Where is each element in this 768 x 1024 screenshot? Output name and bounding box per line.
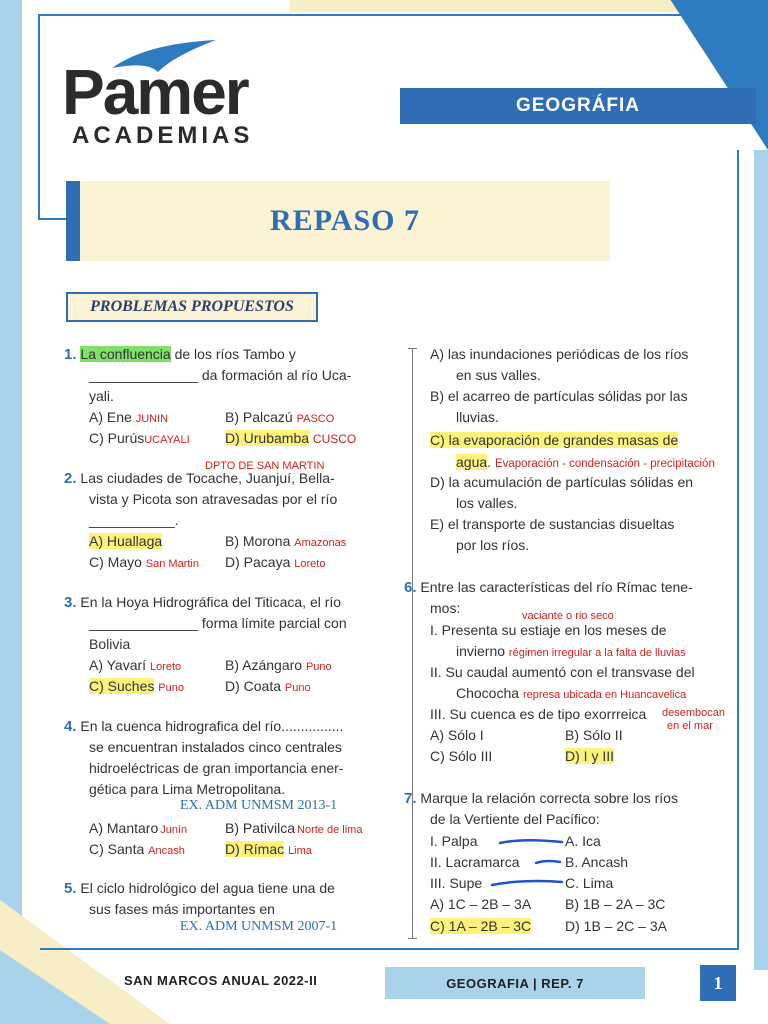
- option-label: C) Mayo: [89, 554, 142, 570]
- left-decor-strip: [0, 0, 22, 1024]
- question-number: 2.: [64, 470, 77, 487]
- option-a: A) 1C – 2B – 3A: [430, 896, 532, 912]
- handwritten-note: desembocan: [662, 707, 725, 719]
- handwritten-note: Loreto: [149, 661, 182, 673]
- handwritten-note: JUNIN: [135, 413, 169, 425]
- match-line: [492, 881, 562, 885]
- column-divider: [412, 348, 413, 938]
- option-b: B) 1B – 2A – 3C: [565, 896, 666, 912]
- frame-left-hook: [38, 218, 66, 220]
- option-label: A) Yavarí: [89, 657, 147, 673]
- frame-bottom-line: [40, 948, 739, 950]
- question-text: El ciclo hidrológico del agua tiene una de: [80, 880, 335, 896]
- handwritten-note: régimen irregular a la falta de lluvias: [508, 647, 686, 659]
- question-text: vista y Picota son atravesadas por el río: [89, 491, 338, 507]
- question-number: 6.: [404, 579, 417, 596]
- question-3: [64, 592, 341, 613]
- option-label: A) Huallaga: [89, 533, 163, 549]
- handwritten-note: Junín: [160, 824, 188, 836]
- option-e-cont: por los ríos.: [456, 537, 530, 553]
- option-c: [430, 916, 531, 937]
- option-c: [89, 676, 184, 699]
- exam-source: EX. ADM UNMSM 2007-1: [180, 919, 338, 934]
- handwritten-note: Lima: [288, 845, 312, 857]
- option-label: D) I y III: [565, 748, 614, 764]
- handwritten-note: Puno: [284, 682, 311, 694]
- option-label: C) Purús: [89, 430, 145, 446]
- option-label: A) Ene: [89, 409, 132, 425]
- question-number: 4.: [64, 718, 77, 735]
- match-right-2: B. Ancash: [565, 854, 629, 870]
- option-e: E) el transporte de sustancias disueltas: [430, 516, 675, 532]
- handwritten-note: represa ubicada en Huancavelica: [522, 689, 687, 701]
- option-c: [89, 552, 199, 575]
- match-left-2: II. Lacramarca: [430, 854, 520, 870]
- match-line: [500, 840, 562, 843]
- option-label: D) Pacaya: [225, 554, 291, 570]
- question-2: [64, 468, 335, 489]
- option-d: D) 1B – 2C – 3A: [565, 918, 667, 934]
- question-text: ______________ forma límite parcial con: [89, 615, 347, 631]
- option-a: A) Sólo I: [430, 727, 484, 743]
- option-c-cont: agua. Evaporación - condensación - precipitación: [456, 454, 715, 470]
- match-left-1: I. Palpa: [430, 833, 478, 849]
- option-label: C) 1A – 2B – 3C: [430, 918, 532, 934]
- option-label: B) Pativilca: [225, 820, 296, 836]
- option-label: agua: [456, 454, 488, 470]
- option-label: B) Azángaro: [225, 657, 303, 673]
- option-c: [89, 428, 190, 451]
- question-text: ______________ da formación al río Uca-: [89, 367, 352, 383]
- handwritten-note: Loreto: [294, 558, 326, 570]
- question-5: [64, 878, 335, 899]
- question-text: hidroeléctricas de gran importancia ener-: [89, 760, 344, 776]
- option-label: C) Santa: [89, 841, 145, 857]
- title-box: [80, 181, 610, 261]
- handwritten-match-lines: [490, 836, 570, 888]
- subject-banner: GEOGRÁFIA: [400, 88, 756, 124]
- option-label: D) Urubamba: [225, 430, 310, 446]
- option-d: D) la acumulación de partículas sólidas en: [430, 474, 694, 490]
- option-c: [89, 839, 185, 862]
- question-text: ___________.: [89, 512, 179, 528]
- match-right-1: A. Ica: [565, 833, 601, 849]
- frame-right-line: [737, 150, 739, 950]
- question-1: [64, 344, 296, 365]
- handwritten-note: PASCO: [296, 413, 335, 425]
- handwritten-note: DPTO DE SAN MARTIN: [205, 460, 325, 472]
- logo-subtitle: ACADEMIAS: [72, 122, 254, 149]
- statement-text: Chococha: [456, 685, 520, 701]
- page-number: 1: [700, 965, 736, 1001]
- option-d: [225, 839, 312, 862]
- question-text: mos:: [430, 600, 461, 616]
- highlighted-text: La confluencia: [80, 346, 171, 362]
- handwritten-note: vaciante o rio seco: [522, 610, 614, 622]
- question-number: 7.: [404, 790, 417, 807]
- option-b: B) el acarreo de partículas sólidas por las: [430, 388, 688, 404]
- frame-left-line: [38, 14, 40, 220]
- option-b: B) Sólo II: [565, 727, 623, 743]
- question-text: Entre las características del río Rímac tene-: [420, 579, 693, 595]
- option-d: [225, 676, 311, 699]
- logo-wordmark: Pamer: [62, 56, 248, 128]
- corner-decor: [638, 0, 768, 150]
- question-text: Marque la relación correcta sobre los ríos: [420, 790, 678, 806]
- question-text: sus fases más importantes en: [89, 901, 275, 917]
- statement-ii-cont: [456, 683, 686, 706]
- option-label: C) la evaporación de grandes masas de: [430, 432, 679, 448]
- question-6: [404, 577, 693, 598]
- question-text: de la Vertiente del Pacífico:: [430, 811, 600, 827]
- handwritten-note: Puno: [158, 682, 184, 694]
- option-a-cont: en sus valles.: [456, 367, 541, 383]
- option-b: [225, 531, 346, 554]
- option-d-cont: los valles.: [456, 495, 518, 511]
- handwritten-note: en el mar: [667, 720, 713, 732]
- option-b-cont: lluvias.: [456, 409, 499, 425]
- question-number: 5.: [64, 880, 77, 897]
- statement-text: invierno: [456, 643, 506, 659]
- exam-source: EX. ADM UNMSM 2013-1: [180, 798, 338, 813]
- option-d: [225, 428, 356, 450]
- question-text: En la cuenca hidrografica del río................: [80, 718, 344, 734]
- handwritten-note: Puno: [305, 661, 332, 673]
- question-text: se encuentran instalados cinco centrales: [89, 739, 342, 755]
- question-number: 3.: [64, 594, 77, 611]
- option-label: D) Rímac: [225, 841, 285, 857]
- handwritten-note: Evaporación - condensación - precipitación: [494, 458, 715, 470]
- option-c: C) Sólo III: [430, 748, 493, 764]
- option-d: [565, 746, 614, 767]
- match-line: [536, 861, 560, 863]
- option-label: B) Palcazú: [225, 409, 293, 425]
- question-7: [404, 788, 678, 809]
- match-right-3: C. Lima: [565, 875, 614, 891]
- handwritten-note: Ancash: [148, 845, 185, 857]
- handwritten-note: Amazonas: [294, 537, 347, 549]
- statement-iii: III. Su cuenca es de tipo exorrreica: [430, 706, 647, 722]
- footer-course: SAN MARCOS ANUAL 2022-II: [124, 973, 318, 988]
- option-a: [89, 818, 187, 841]
- question-text: yali.: [89, 388, 114, 404]
- option-label: B) Morona: [225, 533, 291, 549]
- frame-top-line: [38, 14, 738, 16]
- handwritten-note: CUSCO: [312, 432, 357, 446]
- option-c: [430, 430, 678, 451]
- option-b: [225, 818, 362, 841]
- page-title: REPASO 7: [270, 204, 420, 237]
- right-decor-strip: [754, 150, 768, 970]
- question-4: [64, 716, 343, 737]
- option-d: [225, 552, 325, 575]
- divider-tick-bottom: [408, 938, 417, 939]
- statement-ii: II. Su caudal aumentó con el transvase del: [430, 664, 695, 680]
- option-label: A) Mantaro: [89, 820, 159, 836]
- handwritten-note: San Martin: [145, 558, 199, 570]
- handwritten-note: Norte de lima: [297, 824, 363, 836]
- option-a: A) las inundaciones periódicas de los ríos: [430, 346, 689, 362]
- handwritten-note: UCAYALI: [144, 434, 190, 446]
- option-a: [89, 655, 181, 678]
- match-left-3: III. Supe: [430, 875, 483, 891]
- footer-subject: GEOGRAFIA | REP. 7: [385, 967, 645, 999]
- question-number: 1.: [64, 346, 77, 363]
- section-heading: PROBLEMAS PROPUESTOS: [66, 292, 318, 322]
- option-b: [225, 407, 334, 430]
- option-label: D) Coata: [225, 678, 282, 694]
- option-a: [89, 407, 168, 430]
- statement-i: I. Presenta su estiaje en los meses de: [430, 622, 667, 638]
- question-text: gética para Lima Metropolitana.: [89, 781, 286, 797]
- option-label: C) Suches: [89, 678, 155, 694]
- question-text: Bolivia: [89, 636, 131, 652]
- question-text: En la Hoya Hidrográfica del Titicaca, el río: [80, 594, 342, 610]
- question-text: de los ríos Tambo y: [170, 346, 296, 362]
- title-accent: [66, 181, 80, 261]
- divider-tick-top: [408, 348, 417, 349]
- question-text: Las ciudades de Tocache, Juanjuí, Bella-: [80, 470, 335, 486]
- option-b: [225, 655, 332, 678]
- statement-i-cont: [456, 641, 686, 664]
- option-a: [89, 531, 162, 552]
